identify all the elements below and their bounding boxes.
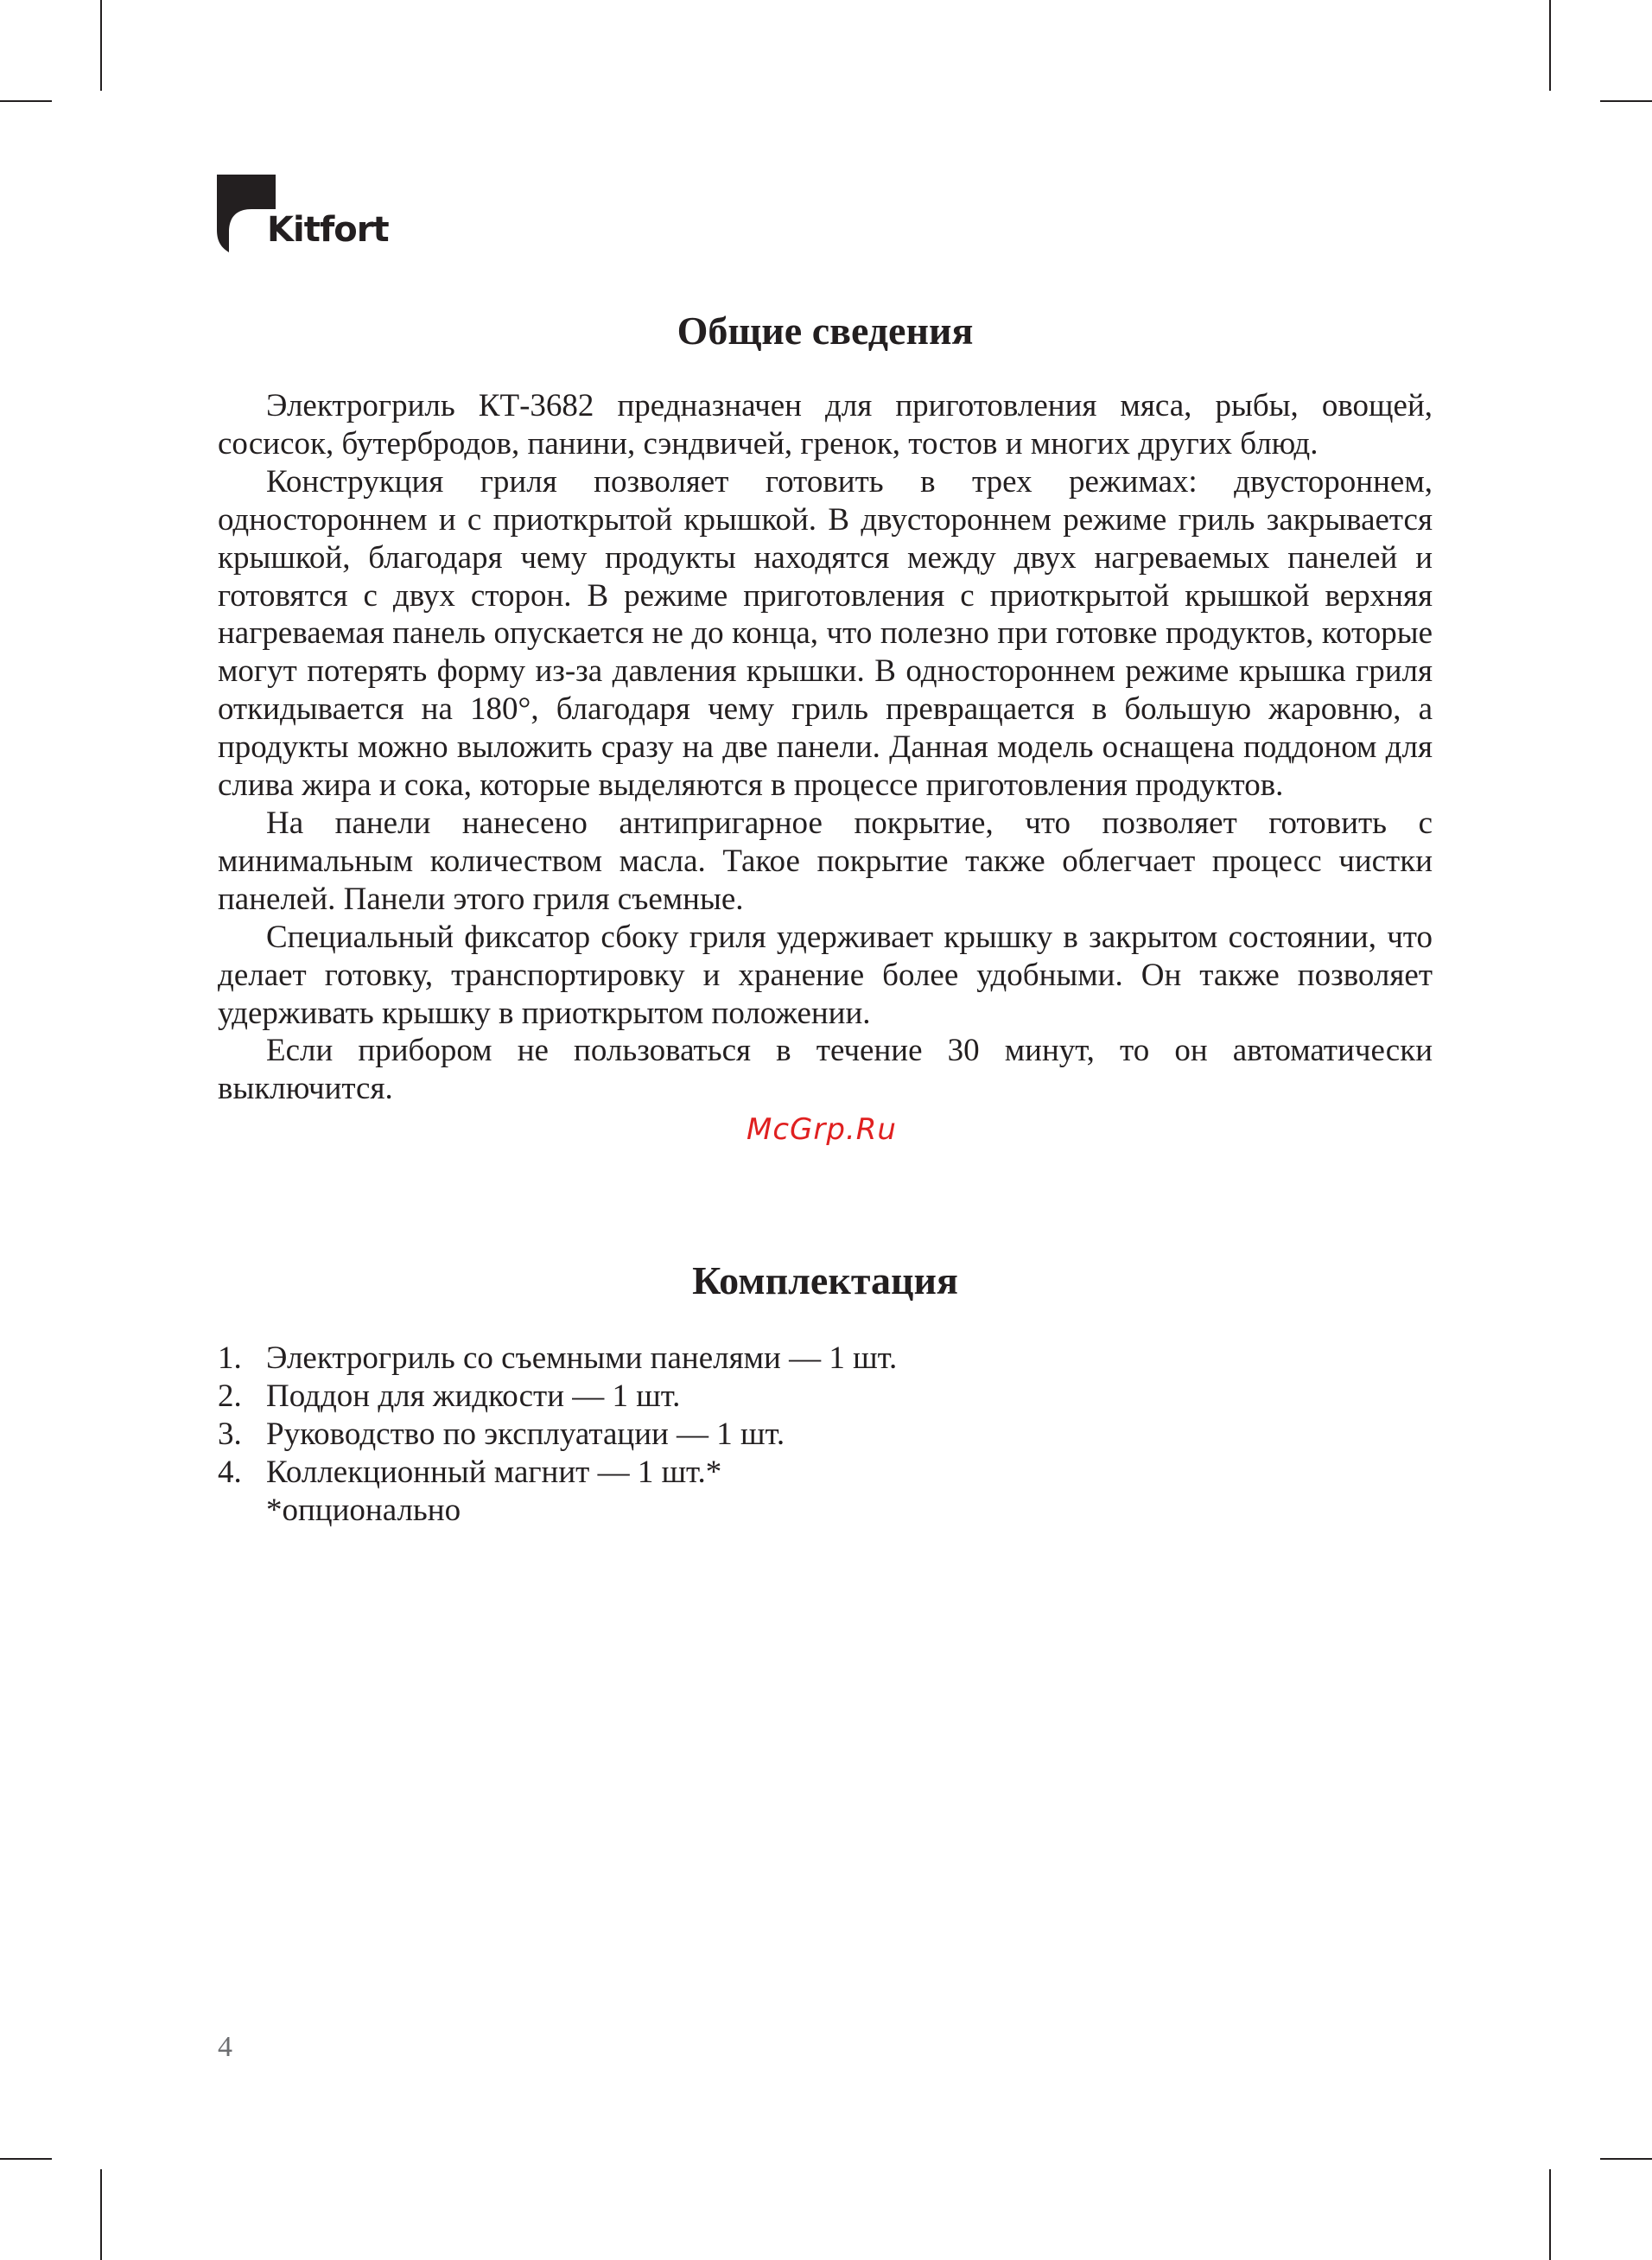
paragraph-1: Электрогриль КТ-3682 предназначен для приготовления мяса, рыбы, овощей, сосисок, бутербродов, панини, сэндвичей, гренок, тостов и многих других блюд.: [218, 388, 1433, 462]
list-item: [218, 1340, 1433, 1378]
crop-mark-top-left: [100, 0, 102, 91]
list-item-text: Коллекционный магнит — 1 шт.*: [266, 1454, 722, 1490]
paragraph-3: На панели нанесено антипригарное покрытие, что позволяет готовить с минимальным количеством масла. Такое покрытие также облегчает процесс чистки панелей. Панели этого гриля съемные.: [218, 805, 1433, 917]
list-item: [218, 1416, 1433, 1454]
kitfort-logo-wordmark: Kitfort: [267, 210, 389, 250]
section-title-general: Общие сведения: [677, 309, 974, 353]
paragraph-5: Если прибором не пользоваться в течение 30 минут, то он автоматически выключится.: [218, 1033, 1433, 1107]
crop-mark-top-left-h: [0, 100, 52, 102]
list-item-text: Электрогриль со съемными панелями — 1 шт.: [266, 1340, 898, 1376]
kitfort-logo: [217, 175, 390, 258]
list-item: [218, 1454, 1433, 1492]
crop-mark-top-right-h: [1600, 100, 1652, 102]
paragraph-4: Специальный фиксатор сбоку гриля удерживает крышку в закрытом состоянии, что делает готовку, транспортировку и хранение более удобными. Он также позволяет удерживать крышку в приоткрытом положении.: [218, 919, 1433, 1031]
crop-mark-bottom-left-h: [0, 2158, 52, 2160]
section-title-kit: Комплектация: [692, 1258, 958, 1302]
list-item-number: 3.: [218, 1416, 242, 1452]
kit-list: [218, 1340, 1433, 1492]
kit-footnote: *опционально: [266, 1493, 461, 1528]
paragraph-2: Конструкция гриля позволяет готовить в трех режимах: двустороннем, одностороннем и с приоткрытой крышкой. В двустороннем режиме гриль закрывается крышкой, благодаря чему продукты находятся между двух нагреваемых панелей и готовятся с двух сторон. В режиме приготовления с приоткрытой крышкой верхняя нагреваемая панель опускается не до конца, что полезно при готовке продуктов, которые могут потерять форму из-за давления крышки. В одностороннем режиме крышка гриля откидывается на 180°, благодаря чему гриль превращается в большую жаровню, а продукты можно выложить сразу на две панели. Данная модель оснащена поддоном для слива жира и сока, которые выделяются в процессе приготовления продуктов.: [218, 463, 1433, 804]
list-item-number: 2.: [218, 1378, 242, 1414]
general-info-body: [218, 387, 1433, 1108]
crop-mark-bottom-right-h: [1600, 2158, 1652, 2160]
crop-mark-bottom-right: [1549, 2169, 1551, 2260]
watermark: McGrp.Ru: [747, 1112, 897, 1147]
page-number: 4: [218, 2031, 232, 2063]
list-item-text: Поддон для жидкости — 1 шт.: [266, 1378, 681, 1414]
list-item-text: Руководство по эксплуатации — 1 шт.: [266, 1416, 785, 1452]
list-item-number: 4.: [218, 1454, 242, 1490]
list-item-number: 1.: [218, 1340, 242, 1376]
crop-mark-top-right: [1549, 0, 1551, 91]
list-item: [218, 1378, 1433, 1416]
crop-mark-bottom-left: [100, 2169, 102, 2260]
